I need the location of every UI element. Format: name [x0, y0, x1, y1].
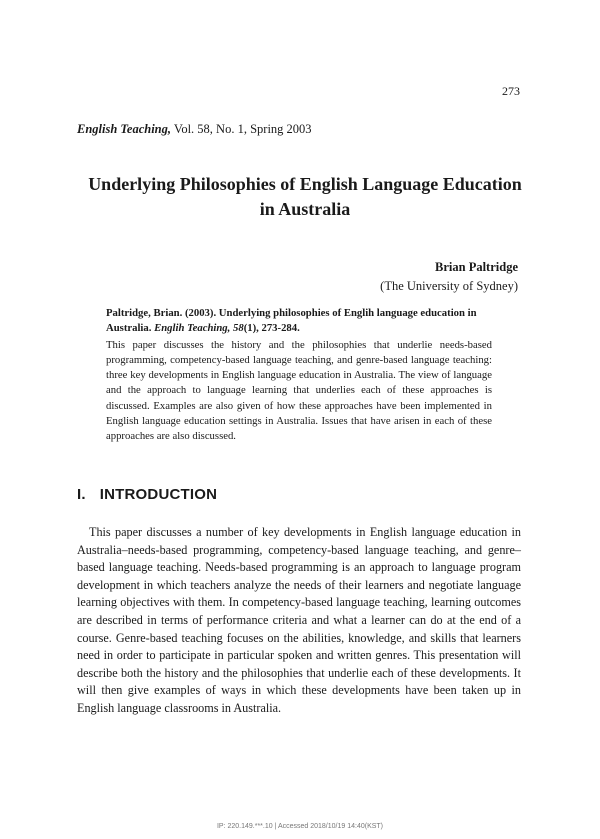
paper-title: [60, 172, 550, 222]
abstract-citation: [106, 306, 492, 336]
journal-name: English Teaching,: [77, 122, 172, 136]
section-title: INTRODUCTION: [99, 486, 218, 503]
paper-title-line-1: Underlying Philosophies of English Language Education: [88, 174, 522, 194]
journal-citation-line: [77, 122, 312, 137]
paper-title-line-2: in Australia: [259, 199, 351, 219]
introduction-paragraph: This paper discusses a number of key developments in English language education in Australia–needs-based programming, competency-based language teaching, and genre–based language teaching. Needs-based programming is an approach to language program development in which teachers analyze the needs of their learners and negotiate language learning objectives with them. In competency-based language teaching, learning outcomes are described in terms of performance criteria and what a learner can do at the end of a course. Genre-based teaching focuses on the abilities, knowledge, and skills that learners need in order to participate in particular spoken and written genres. This presentation will describe both the history and the philosophies that underlie each of these developments. It will then give examples of ways in which these developments have been taken up in English language classrooms in Australia.: [77, 525, 521, 715]
citation-issue-pages: (1), 273-284.: [243, 322, 300, 335]
section-number: I.: [77, 486, 86, 503]
author-affiliation: (The University of Sydney): [380, 279, 518, 293]
abstract: [106, 306, 492, 444]
citation-authors-title: Paltridge, Brian. (2003). Underlying philosophies of Englih language education in Australia.: [106, 307, 477, 335]
author-name: Brian Paltridge: [435, 260, 518, 274]
page-number: 273: [502, 84, 520, 98]
journal-issue-details: Vol. 58, No. 1, Spring 2003: [171, 122, 312, 136]
access-footer: IP: 220.149.***.10 | Accessed 2018/10/19 14:40(KST): [216, 823, 384, 830]
section-heading-introduction: [77, 486, 217, 503]
citation-journal: Englih Teaching, 58: [154, 322, 244, 335]
author-block: [380, 258, 518, 296]
abstract-body: This paper discusses the history and the philosophies that underlie needs-based programming, competency-based language teaching, and genre-based language teaching: three key developments in English language education in Australia. The view of language and the approach to language learning that underlies each of these approaches is discussed. Examples are also given of how these approaches have been implemented in English language education settings in Australia. Issues that have arisen in each of these approaches are also discussed.: [106, 339, 492, 442]
